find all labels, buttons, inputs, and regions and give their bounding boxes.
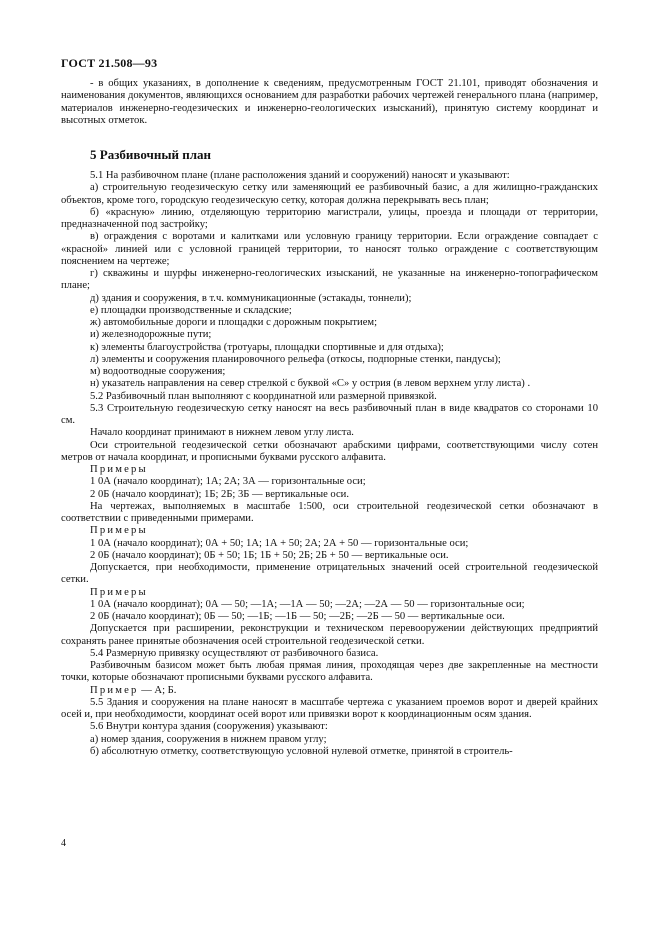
document-header: ГОСТ 21.508—93 (61, 56, 158, 70)
list-item-v: в) ограждения с воротами и калитками или условную границу территории. Если ограждение совпадает с «красной» линией или с условной границей территории, то наносят только ограждение с соответствующим пояснением на чертеже; (61, 231, 598, 267)
list-item-a: а) строительную геодезическую сетку или заменяющий ее разбивочный базис, а для жилищно-гражданских объектов, кроме того, городскую геодезическую сетку, которая должна перекрывать весь план; (61, 182, 598, 206)
list-item-b: б) «красную» линию, отделяющую территорию магистрали, улицы, проезда и площади от территории, предназначенной под застройку; (61, 206, 598, 230)
list-item-k: к) элементы благоустройства (тротуары, площадки спортивные и для отдыха); (90, 341, 444, 353)
paragraph-expansion: Допускается при расширении, реконструкции и техническом перевооружении действующих предприятий сохранять ранее принятые обозначения осей строительной геодезической сетки. (61, 623, 598, 647)
paragraph-5-4: 5.4 Размерную привязку осуществляют от разбивочного базиса. (90, 647, 379, 659)
example-1-1: 1 0А (начало координат); 1А; 2А; 3А — горизонтальные оси; (90, 476, 366, 488)
paragraph-5-5: 5.5 Здания и сооружения на плане наносят в масштабе чертежа с указанием проемов ворот и дверей крайних осей и, при необходимости, координат осей ворот или привязки ворот к координационным осям здания. (61, 696, 598, 720)
example-2-2: 2 0Б (начало координат); 0Б + 50; 1Б; 1Б + 50; 2Б; 2Б + 50 — вертикальные оси. (90, 549, 449, 561)
example-3-1: 1 0А (начало координат); 0А — 50; —1А; —1А — 50; —2А; —2А — 50 — горизонтальные оси; (90, 598, 525, 610)
page-number: 4 (61, 838, 66, 849)
list-item-zh: ж) автомобильные дороги и площадки с дорожным покрытием; (90, 317, 378, 328)
list-item-m: м) водоотводные сооружения; (90, 366, 226, 377)
paragraph-scale: На чертежах, выполняемых в масштабе 1:500, оси строительной геодезической сетки обозначают в соответствии с приведенными примерами. (61, 500, 598, 524)
example-line (61, 685, 598, 697)
example-2-1: 1 0А (начало координат); 0А + 50; 1А; 1А + 50; 2А; 2А + 50 — горизонтальные оси; (90, 537, 469, 549)
examples-label-1: Примеры (90, 464, 148, 475)
paragraph-5-2: 5.2 Разбивочный план выполняют с координатной или размерной привязкой. (90, 390, 437, 402)
paragraph-negative: Допускается, при необходимости, применение отрицательных значений осей строительной геодезической сетки. (61, 562, 598, 586)
section-title: 5 Разбивочный план (90, 147, 211, 162)
paragraph-axes: Оси строительной геодезической сетки обозначают арабскими цифрами, соответствующими числу сотен метров от начала координат, и прописными буквами русского алфавита. (61, 439, 598, 463)
paragraph-5-6: 5.6 Внутри контура здания (сооружения) указывают: (90, 721, 328, 733)
list-item-l: л) элементы и сооружения планировочного рельефа (откосы, подпорные стенки, пандусы); (90, 353, 501, 365)
list-item-e: е) площадки производственные и складские; (90, 304, 292, 316)
list-item-i: и) железнодорожные пути; (90, 329, 212, 341)
paragraph-5-3: 5.3 Строительную геодезическую сетку наносят на весь разбивочный план в виде квадратов со сторонами 10 см. (61, 402, 598, 426)
document-body (61, 78, 598, 758)
paragraph-5-1: 5.1 На разбивочном плане (плане расположения зданий и сооружений) наносят и указывают: (90, 170, 510, 181)
list-item-5-6-b: б) абсолютную отметку, соответствующую условной нулевой отметке, принятой в строитель- (90, 745, 513, 757)
example-label: Пример (90, 684, 139, 696)
examples-label-2: Примеры (90, 525, 148, 537)
example-value: — А; Б. (141, 684, 177, 696)
example-1-2: 2 0Б (начало координат); 1Б; 2Б; 3Б — вертикальные оси. (90, 488, 349, 500)
list-item-5-6-a: а) номер здания, сооружения в нижнем правом углу; (90, 733, 327, 745)
list-item-d: д) здания и сооружения, в т.ч. коммуникационные (эстакады, тоннели); (90, 292, 412, 304)
intro-paragraph: - в общих указаниях, в дополнение к сведениям, предусмотренным ГОСТ 21.101, приводят обозначения и наименования документов, являющихся основанием для разработки рабочих чертежей генерального плана (например, материалов инженерно-геодезических и инженерно-геологических изысканий), принятую систему координат и высотных отметок. (61, 78, 598, 126)
paragraph-origin: Начало координат принимают в нижнем левом углу листа. (90, 427, 354, 439)
examples-label-3: Примеры (90, 586, 148, 598)
example-3-2: 2 0Б (начало координат); 0Б — 50; —1Б; —1Б — 50; —2Б; —2Б — 50 — вертикальные оси. (90, 611, 505, 622)
list-item-g: г) скважины и шурфы инженерно-геологических изысканий, не указанные на инженерно-топографическом плане; (61, 268, 598, 292)
paragraph-basis: Разбивочным базисом может быть любая прямая линия, проходящая через две закрепленные на местности точки, которые обозначают прописными буквами русского алфавита. (61, 660, 598, 684)
list-item-n: н) указатель направления на север стрелкой с буквой «С» у острия (в левом верхнем углу листа) . (90, 378, 531, 390)
